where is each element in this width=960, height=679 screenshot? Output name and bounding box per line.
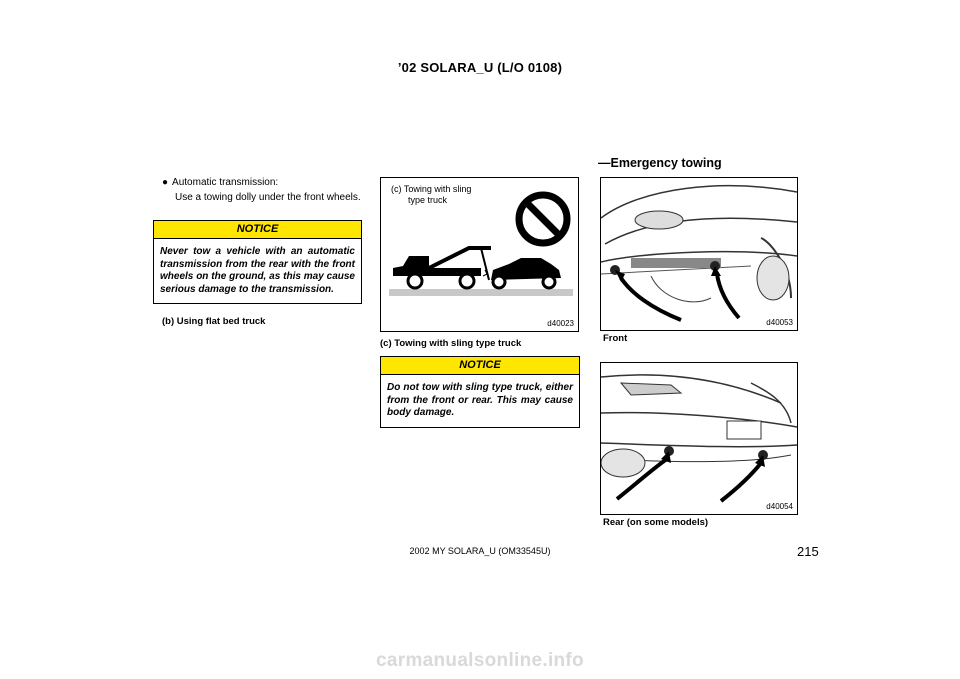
figure-label-line1: (c) Towing with sling	[391, 184, 472, 194]
tow-truck-illustration	[381, 178, 578, 331]
notice-box-left	[153, 220, 362, 304]
caption-sling-truck: (c) Towing with sling type truck	[380, 338, 522, 349]
prohibition-icon	[519, 195, 567, 243]
figure-front-eyelets	[600, 177, 798, 331]
figure-label-line2: type truck	[408, 195, 448, 205]
figure-code: d40053	[766, 318, 793, 327]
page-header-title: ’02 SOLARA_U (L/O 0108)	[397, 60, 563, 75]
caption-front: Front	[603, 333, 628, 344]
caption-rear: Rear (on some models)	[603, 517, 709, 528]
notice-heading: NOTICE	[381, 357, 579, 375]
figure-rear-eyelets	[600, 362, 798, 515]
subheading-flat-bed: (b) Using flat bed truck	[162, 316, 266, 327]
bullet-label: Automatic transmission:	[172, 177, 279, 188]
section-title: —Emergency towing	[598, 156, 722, 170]
page-number: 215	[797, 544, 819, 559]
figure-sling-truck	[380, 177, 579, 332]
front-bumper-illustration	[601, 178, 797, 330]
notice-body-text: Never tow a vehicle with an automatic transmission from the rear with the front wheels on the ground, as this may cause serious damage to the transmission.	[160, 246, 355, 295]
watermark-text: carmanualsonline.info	[376, 650, 584, 671]
bullet-icon: ●	[162, 177, 169, 188]
notice-heading: NOTICE	[154, 221, 361, 239]
figure-code: d40023	[547, 319, 574, 328]
bullet-body-text: Use a towing dolly under the front wheels.	[175, 192, 361, 203]
figure-code: d40054	[766, 502, 793, 511]
bullet-item	[162, 177, 278, 188]
notice-box-middle	[380, 356, 580, 428]
notice-body-text: Do not tow with sling type truck, either from the front or rear. This may cause body damage.	[387, 382, 573, 418]
footer-model-code: 2002 MY SOLARA_U (OM33545U)	[409, 546, 551, 556]
rear-bumper-illustration	[601, 363, 797, 514]
